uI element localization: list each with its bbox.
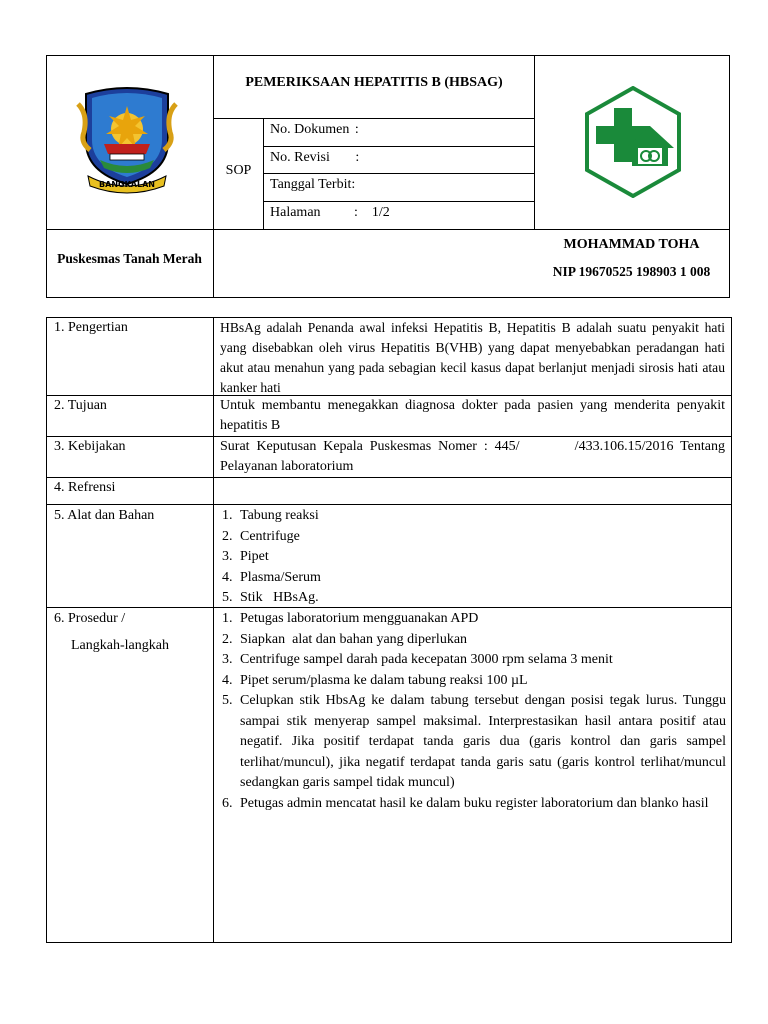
list-item: 1. Tabung reaksi bbox=[222, 508, 319, 523]
revision-text: No. Revisi bbox=[270, 150, 330, 165]
list-item: 5. Stik HBsAg. bbox=[222, 590, 319, 605]
bangkalan-emblem-icon bbox=[76, 84, 178, 196]
signer-name: MOHAMMAD TOHA bbox=[563, 237, 700, 252]
row-text-pengertian: HBsAg adalah Penanda awal infeksi Hepatitis B, Hepatitis B adalah suatu penyakit hati yang disebabkan oleh virus Hepatitis B(VHB) yang dapat menyebabkan peradangan hati akut atau menahun yang pada sebagian kecil kasus dapat berlanjut menjadi sirosis hati atau kanker hati bbox=[220, 320, 725, 395]
row-label-alat-bahan: 5. Alat dan Bahan bbox=[54, 508, 155, 523]
list-item: 2. Centrifuge bbox=[222, 528, 300, 544]
row-label-prosedur: 6. Prosedur / bbox=[54, 611, 126, 626]
list-item: 3. Pipet bbox=[222, 549, 269, 564]
issue-date-text: Tanggal Terbit: bbox=[270, 177, 356, 192]
row-label-refrensi: 4. Refrensi bbox=[54, 480, 116, 495]
institution-name: Puskesmas Tanah Merah bbox=[57, 251, 202, 266]
doc-number-value: : bbox=[354, 122, 359, 137]
row-text-kebijakan: Surat Keputusan Kepala Puskesmas Nomer : 445/ /433.106.15/2016 Tentang Pelayanan laboratorium bbox=[220, 439, 729, 474]
list-item: 4. Plasma/Serum bbox=[222, 569, 321, 585]
list-item: 5. Celupkan stik HbsAg ke dalam tabung tersebut dengan posisi tegak lurus. Tunggu sampai stik menyerap sampel maksimal. Interprestasikan hasil antara positif atau negatif. Jika positif terdapat tanda garis dua (garis kontrol dan garis sampel terlihat/muncul), jika negatif terdapat tanda garis satu (garis kontrol terlihat/muncul sedangkan garis sampel tidak muncul) bbox=[222, 693, 726, 790]
prosedur-list bbox=[214, 609, 726, 814]
row-label-kebijakan: 3. Kebijakan bbox=[54, 439, 126, 454]
revision-label bbox=[270, 148, 359, 168]
doc-number-text: No. Dokumen bbox=[270, 122, 350, 137]
list-item: 2. Siapkan alat dan bahan yang diperlukan bbox=[222, 631, 468, 647]
sop-label: SOP bbox=[225, 163, 252, 178]
page-text: Halaman bbox=[270, 205, 321, 220]
page-label bbox=[270, 203, 390, 223]
document-title: PEMERIKSAAN HEPATITIS B (HBSAG) bbox=[245, 75, 503, 90]
row-label-langkah: Langkah-langkah bbox=[71, 638, 169, 653]
row-label-pengertian: 1. Pengertian bbox=[54, 320, 128, 335]
svg-text:BANGKALAN: BANGKALAN bbox=[99, 180, 155, 189]
puskesmas-logo-icon bbox=[584, 86, 682, 198]
page-value: : 1/2 bbox=[354, 205, 390, 220]
revision-value: : bbox=[355, 150, 360, 165]
list-item: 1. Petugas laboratorium mengguanakan APD bbox=[222, 611, 479, 626]
doc-number-label bbox=[270, 120, 359, 140]
list-item: 4. Pipet serum/plasma ke dalam tabung reaksi 100 µL bbox=[222, 672, 528, 688]
signer-nip: NIP 19670525 198903 1 008 bbox=[552, 264, 711, 279]
alat-bahan-list bbox=[214, 506, 726, 609]
row-label-tujuan: 2. Tujuan bbox=[54, 398, 107, 413]
list-item: 3. Centrifuge sampel darah pada kecepatan 3000 rpm selama 3 menit bbox=[222, 652, 613, 667]
row-text-tujuan: Untuk membantu menegakkan diagnosa dokter pada pasien yang menderita penyakit hepatitis B bbox=[220, 398, 725, 433]
list-item: 6. Petugas admin mencatat hasil ke dalam buku register laboratorium dan blanko hasil bbox=[222, 795, 709, 811]
issue-date-label bbox=[270, 175, 355, 195]
